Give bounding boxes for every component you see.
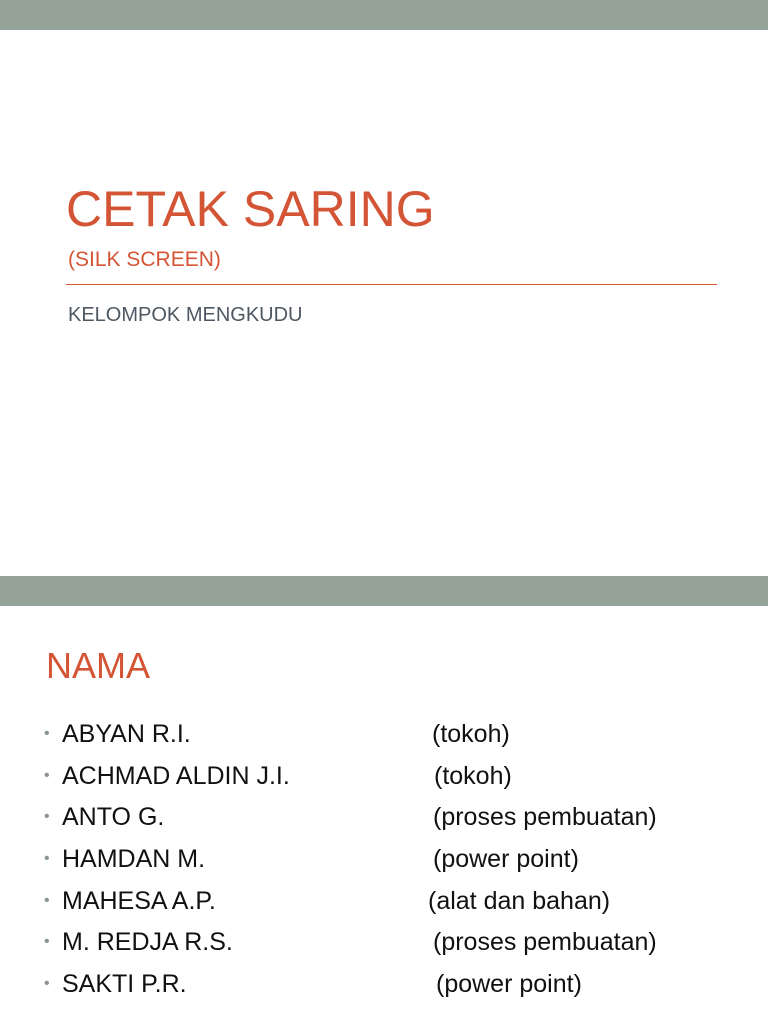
slide-top-bar [0,576,768,606]
section-heading: NAMA [46,645,151,686]
member-role: (power point) [433,845,579,874]
list-item [44,758,734,800]
list-item [44,924,734,966]
member-role: (alat dan bahan) [428,886,611,915]
member-role: (tokoh) [434,761,512,790]
member-role: (proses pembuatan) [433,803,657,832]
slide-top-bar [0,0,768,30]
list-item [44,716,734,758]
list-item [44,841,734,883]
member-name: ABYAN R.I. [62,720,191,748]
bullet-dot-icon: • [44,766,50,784]
member-name: SAKTI P.R. [62,970,187,999]
bullet-dot-icon: • [44,850,50,868]
list-item [44,883,734,925]
member-list [44,716,734,1008]
members-slide [0,576,768,1024]
bullet-dot-icon: • [44,808,50,826]
member-name: MAHESA A.P. [62,886,216,915]
group-name: KELOMPOK MENGKUDU [68,304,303,326]
slide-title: CETAK SARING [66,181,435,237]
member-name: M. REDJA R.S. [62,928,233,957]
slide-subtitle: (SILK SCREEN) [68,248,221,271]
member-role: (power point) [436,970,582,999]
bullet-dot-icon: • [44,725,50,742]
title-divider [66,284,717,285]
bullet-dot-icon: • [44,933,50,951]
member-name: HAMDAN M. [62,845,206,874]
member-name: ANTO G. [62,803,165,832]
bullet-dot-icon: • [44,975,50,993]
member-role: (proses pembuatan) [433,928,657,957]
list-item [44,799,734,841]
member-name: ACHMAD ALDIN J.I. [62,761,290,790]
member-role: (tokoh) [432,720,510,748]
bullet-dot-icon: • [44,891,50,909]
list-item [44,966,734,1008]
